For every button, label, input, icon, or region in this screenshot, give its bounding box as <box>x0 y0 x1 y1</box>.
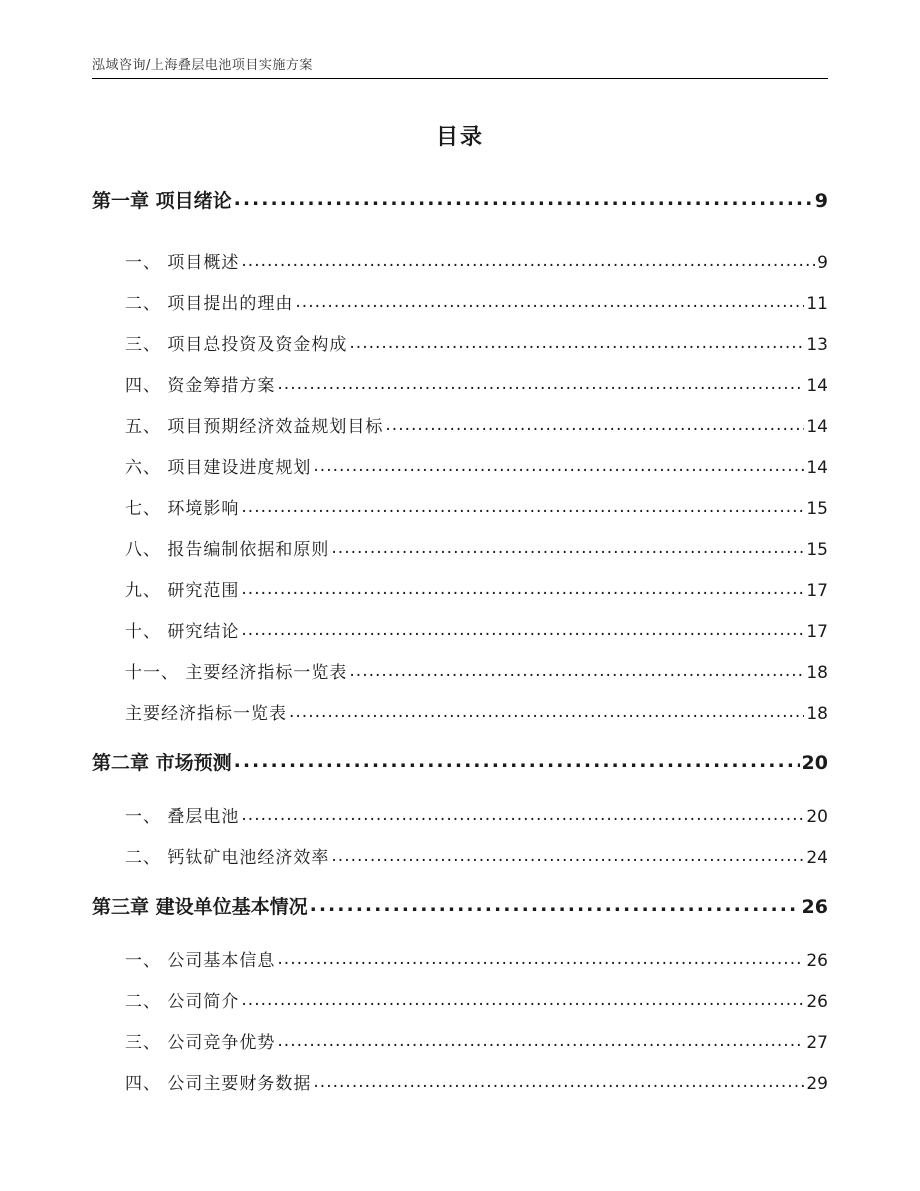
toc-entry-label: 七、 环境影响 <box>125 499 240 519</box>
toc-page-number: 15 <box>806 540 828 560</box>
header-divider <box>92 78 828 79</box>
toc-section-link[interactable] <box>125 412 828 437</box>
toc-section-link[interactable] <box>125 699 828 724</box>
toc-page-number: 20 <box>806 807 828 827</box>
toc-page-number: 26 <box>806 951 828 971</box>
toc-page-number: 24 <box>806 848 828 868</box>
toc-section-link[interactable] <box>125 658 828 683</box>
toc-section-link[interactable] <box>125 946 828 971</box>
toc-dot-leader <box>277 949 804 969</box>
toc-entry-label: 一、 叠层电池 <box>125 807 240 827</box>
toc-page-number: 18 <box>806 663 828 683</box>
toc-section-link[interactable] <box>125 617 828 642</box>
toc-entry-label: 十一、 主要经济指标一览表 <box>125 663 348 683</box>
toc-page-number: 18 <box>806 704 828 724</box>
toc-page-number: 14 <box>806 458 828 478</box>
toc-dot-leader <box>277 374 804 394</box>
toc-section-link[interactable] <box>125 576 828 601</box>
toc-entry-label: 二、 公司简介 <box>125 992 240 1012</box>
toc-dot-leader <box>234 188 813 210</box>
toc-entry-label: 第三章 建设单位基本情况 <box>92 896 308 918</box>
toc-entry-label: 六、 项目建设进度规划 <box>125 458 312 478</box>
toc-entry-label: 主要经济指标一览表 <box>125 704 287 724</box>
toc-dot-leader <box>331 846 804 866</box>
toc-dot-leader <box>385 415 804 435</box>
toc-dot-leader <box>241 579 804 599</box>
toc-entry-label: 二、 项目提出的理由 <box>125 294 294 314</box>
toc-entry-label: 三、 项目总投资及资金构成 <box>125 335 348 355</box>
toc-page-number: 20 <box>801 752 828 774</box>
toc-dot-leader <box>234 750 800 772</box>
toc-dot-leader <box>241 620 804 640</box>
toc-page-number: 9 <box>817 253 828 273</box>
toc-chapter-link[interactable] <box>92 892 828 919</box>
toc-dot-leader <box>241 497 804 517</box>
toc-page-number: 27 <box>806 1033 828 1053</box>
toc-section-link[interactable] <box>125 1028 828 1053</box>
toc-section-link[interactable] <box>125 453 828 478</box>
toc-page-number: 29 <box>806 1074 828 1094</box>
toc-chapter-link[interactable] <box>92 748 828 775</box>
toc-chapter-link[interactable] <box>92 186 828 213</box>
toc-entry-label: 五、 项目预期经济效益规划目标 <box>125 417 384 437</box>
toc-dot-leader <box>295 292 804 312</box>
toc-dot-leader <box>310 894 800 916</box>
toc-entry-label: 第一章 项目绪论 <box>92 190 232 212</box>
toc-section-link[interactable] <box>125 248 828 273</box>
toc-dot-leader <box>349 661 804 681</box>
toc-page-number: 17 <box>806 622 828 642</box>
toc-page-number: 11 <box>806 294 828 314</box>
toc-entry-label: 八、 报告编制依据和原则 <box>125 540 330 560</box>
toc-dot-leader <box>313 456 804 476</box>
toc-dot-leader <box>277 1031 804 1051</box>
toc-entry-label: 三、 公司竞争优势 <box>125 1033 276 1053</box>
toc-entry-label: 四、 公司主要财务数据 <box>125 1074 312 1094</box>
toc-section-link[interactable] <box>125 494 828 519</box>
toc-entry-label: 九、 研究范围 <box>125 581 240 601</box>
toc-dot-leader <box>289 702 804 722</box>
toc-page-number: 9 <box>814 190 828 212</box>
toc-section-link[interactable] <box>125 987 828 1012</box>
toc-page-number: 15 <box>806 499 828 519</box>
toc-page-number: 17 <box>806 581 828 601</box>
toc-dot-leader <box>241 251 815 271</box>
toc-entry-label: 一、 公司基本信息 <box>125 951 276 971</box>
toc-page-number: 26 <box>806 992 828 1012</box>
toc-dot-leader <box>313 1072 804 1092</box>
toc-page-number: 14 <box>806 376 828 396</box>
toc-title: 目录 <box>435 125 484 150</box>
toc-entry-label: 二、 钙钛矿电池经济效率 <box>125 848 330 868</box>
toc-section-link[interactable] <box>125 371 828 396</box>
toc-section-link[interactable] <box>125 1069 828 1094</box>
toc-entry-label: 第二章 市场预测 <box>92 752 232 774</box>
toc-section-link[interactable] <box>125 802 828 827</box>
toc-dot-leader <box>331 538 804 558</box>
toc-section-link[interactable] <box>125 289 828 314</box>
toc-entry-label: 十、 研究结论 <box>125 622 240 642</box>
toc-page-number: 13 <box>806 335 828 355</box>
toc-section-link[interactable] <box>125 843 828 868</box>
toc-page-number: 14 <box>806 417 828 437</box>
running-header: 泓域咨询/上海叠层电池项目实施方案 <box>92 58 313 73</box>
toc-dot-leader <box>241 805 804 825</box>
toc-dot-leader <box>349 333 804 353</box>
toc-dot-leader <box>241 990 804 1010</box>
toc-section-link[interactable] <box>125 535 828 560</box>
toc-section-link[interactable] <box>125 330 828 355</box>
toc-page-number: 26 <box>801 896 828 918</box>
toc-entry-label: 一、 项目概述 <box>125 253 240 273</box>
toc-entry-label: 四、 资金筹措方案 <box>125 376 276 396</box>
